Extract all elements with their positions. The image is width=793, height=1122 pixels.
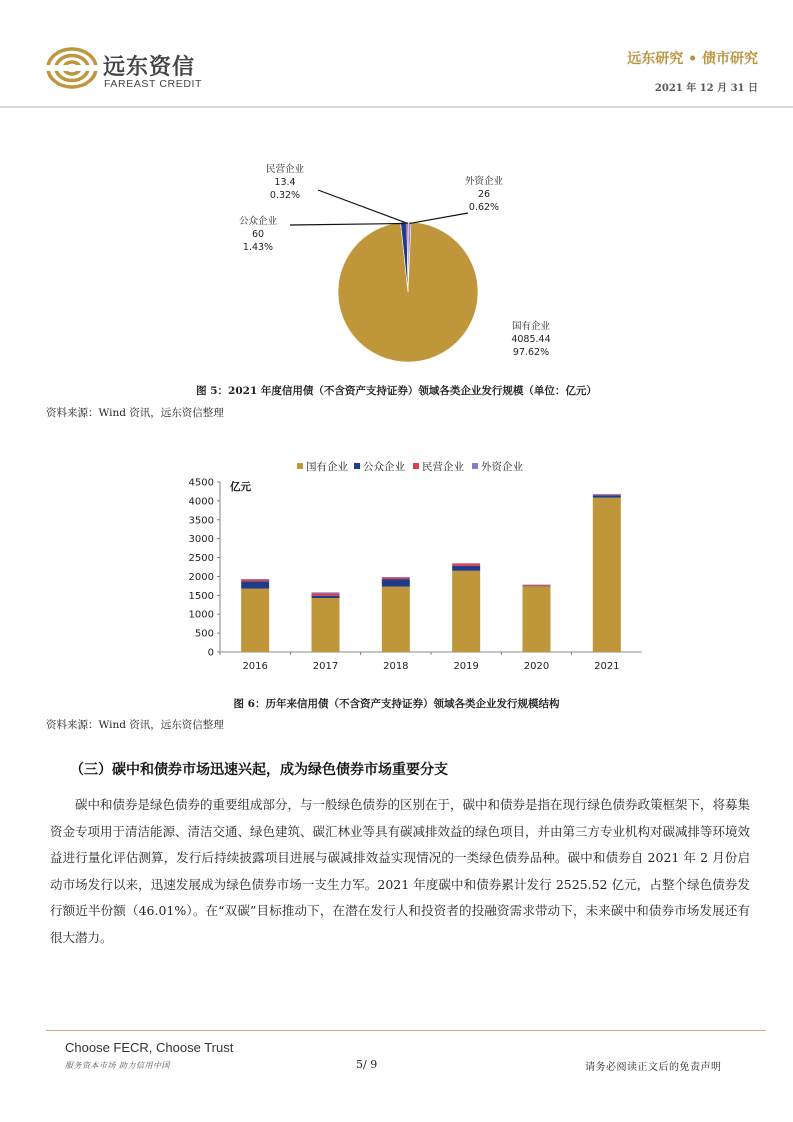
y-unit-label: 亿元 — [230, 481, 251, 493]
legend-swatch-1 — [354, 463, 360, 469]
y-tick-label: 1500 — [188, 590, 214, 602]
header-divider — [0, 106, 793, 108]
bar-2021-1 — [593, 495, 621, 497]
pie-label-state — [500, 320, 562, 359]
footer-slogan: Choose FECR, Choose Trust — [65, 1040, 234, 1055]
company-name-en: FAREAST CREDIT — [104, 78, 203, 90]
bar-2019-1 — [452, 566, 480, 571]
bar-2020-2 — [523, 585, 551, 586]
pie-leader-line-1 — [290, 224, 404, 225]
figure5-caption: 图 5：2021 年度信用债（不含资产支持证券）领域各类企业发行规模（单位：亿元） — [196, 385, 597, 397]
x-tick-label: 2021 — [594, 661, 620, 672]
pie-label-public-name: 公众企业 — [238, 216, 277, 227]
bar-2018-3 — [382, 577, 410, 578]
report-date: 2021 年 12 月 31 日 — [654, 83, 758, 94]
section-heading: （三）碳中和债券市场迅速兴起，成为绿色债券市场重要分支 — [70, 762, 448, 778]
company-logo — [46, 46, 98, 90]
y-tick-label: 2000 — [188, 571, 214, 583]
legend-swatch-0 — [297, 463, 303, 469]
x-tick-label: 2020 — [523, 661, 550, 672]
bar-2020-1 — [523, 586, 551, 587]
y-tick-label: 0 — [207, 647, 214, 659]
bar-2018-1 — [382, 579, 410, 587]
bar-2017-2 — [312, 593, 340, 595]
bar-2019-0 — [452, 571, 480, 652]
pie-label-public-percent: 1.43% — [242, 242, 274, 253]
bar-2021-3 — [593, 494, 621, 495]
pie-label-private-percent: 0.32% — [269, 190, 301, 201]
company-name-cn: 远东资信 — [103, 55, 196, 80]
page-number: 5/ 9 — [356, 1058, 378, 1071]
bar-2018-0 — [382, 587, 410, 652]
y-tick-label: 3000 — [188, 534, 214, 546]
y-tick-label: 500 — [194, 628, 214, 640]
pie-label-foreign-value: 26 — [477, 189, 491, 200]
footer-subtitle: 服务资本市场 助力信用中国 — [65, 1061, 171, 1070]
pie-label-private-name: 民营企业 — [265, 164, 304, 175]
logo-rings-icon — [46, 46, 98, 90]
x-tick-label: 2016 — [242, 661, 268, 672]
pie-leader-line-3 — [410, 213, 468, 223]
pie-label-foreign — [452, 175, 516, 214]
bar-2016-1 — [241, 581, 269, 588]
figure6-caption: 图 6：历年来信用债（不含资产支持证券）领域各类企业发行规模结构 — [233, 698, 560, 710]
pie-label-state-value: 4085.44 — [511, 334, 551, 345]
bar-2017-1 — [312, 596, 340, 598]
y-tick-label: 2500 — [188, 553, 214, 565]
bar-chart-svg — [180, 455, 650, 685]
pie-label-state-name: 国有企业 — [511, 321, 550, 332]
pie-label-foreign-percent: 0.62% — [468, 202, 500, 213]
pie-label-private — [252, 163, 318, 202]
bar-2021-0 — [593, 498, 621, 652]
section-paragraph: 碳中和债券是绿色债券的重要组成部分，与一般绿色债券的区别在于，碳中和债券是指在现行绿色债券政策框架下，将募集资金专项用于清洁能源、清洁交通、绿色建筑、碳汇林业等具有碳减排效益的绿色项目，并由第三方专业机构对碳减排等环境效益进行量化评估测算，发行后持续披露项目进展与碳减排效益实现情况的一类绿色债券品种。碳中和债券自 2021 年 2 月份启动市场发行以来，迅速发展成为绿色债券市场一支生力军。2021 年度碳中和债券累计发行 2525.52 亿元，占整个绿色债券发行额近半份额（46.01%）。在“双碳”目标推动下，在潜在发行人和投资者的投融资需求带动下，未来碳中和债券市场发展还有很大潜力。 — [50, 797, 751, 945]
pie-label-public-value: 60 — [251, 229, 265, 240]
legend-label-2: 民营企业 — [422, 461, 464, 473]
footer-divider — [46, 1030, 766, 1031]
legend-swatch-2 — [413, 463, 419, 469]
bar-2017-3 — [312, 592, 340, 593]
x-tick-label: 2017 — [312, 661, 339, 672]
bar-2016-2 — [241, 579, 269, 581]
pie-leader-line-2 — [318, 190, 408, 223]
bar-2018-2 — [382, 578, 410, 580]
y-tick-label: 1000 — [188, 609, 214, 621]
y-tick-label: 3500 — [188, 515, 214, 527]
x-tick-label: 2019 — [453, 661, 479, 672]
figure6-source: 资料来源：Wind 资讯，远东资信整理 — [46, 719, 224, 731]
legend-swatch-3 — [472, 463, 478, 469]
x-tick-label: 2018 — [383, 661, 409, 672]
bar-2017-0 — [312, 598, 340, 652]
bar-2019-2 — [452, 564, 480, 566]
y-tick-label: 4500 — [188, 477, 214, 489]
bar-2016-0 — [241, 589, 269, 652]
pie-label-private-value: 13.4 — [274, 177, 296, 188]
footer-disclaimer: 请务必阅读正文后的免责声明 — [585, 1062, 722, 1073]
y-tick-label: 4000 — [188, 496, 214, 508]
figure5-source: 资料来源：Wind 资讯，远东资信整理 — [46, 407, 224, 419]
legend-label-3: 外资企业 — [481, 461, 523, 473]
report-series: 远东研究 • 债市研究 — [627, 51, 758, 67]
legend-label-0: 国有企业 — [306, 461, 348, 473]
pie-label-public — [228, 215, 288, 254]
pie-label-state-percent: 97.62% — [512, 347, 550, 358]
pie-label-foreign-name: 外资企业 — [464, 176, 503, 187]
bar-2020-0 — [523, 586, 551, 652]
legend-label-1: 公众企业 — [363, 461, 405, 473]
figure6-bar-chart — [180, 455, 650, 685]
